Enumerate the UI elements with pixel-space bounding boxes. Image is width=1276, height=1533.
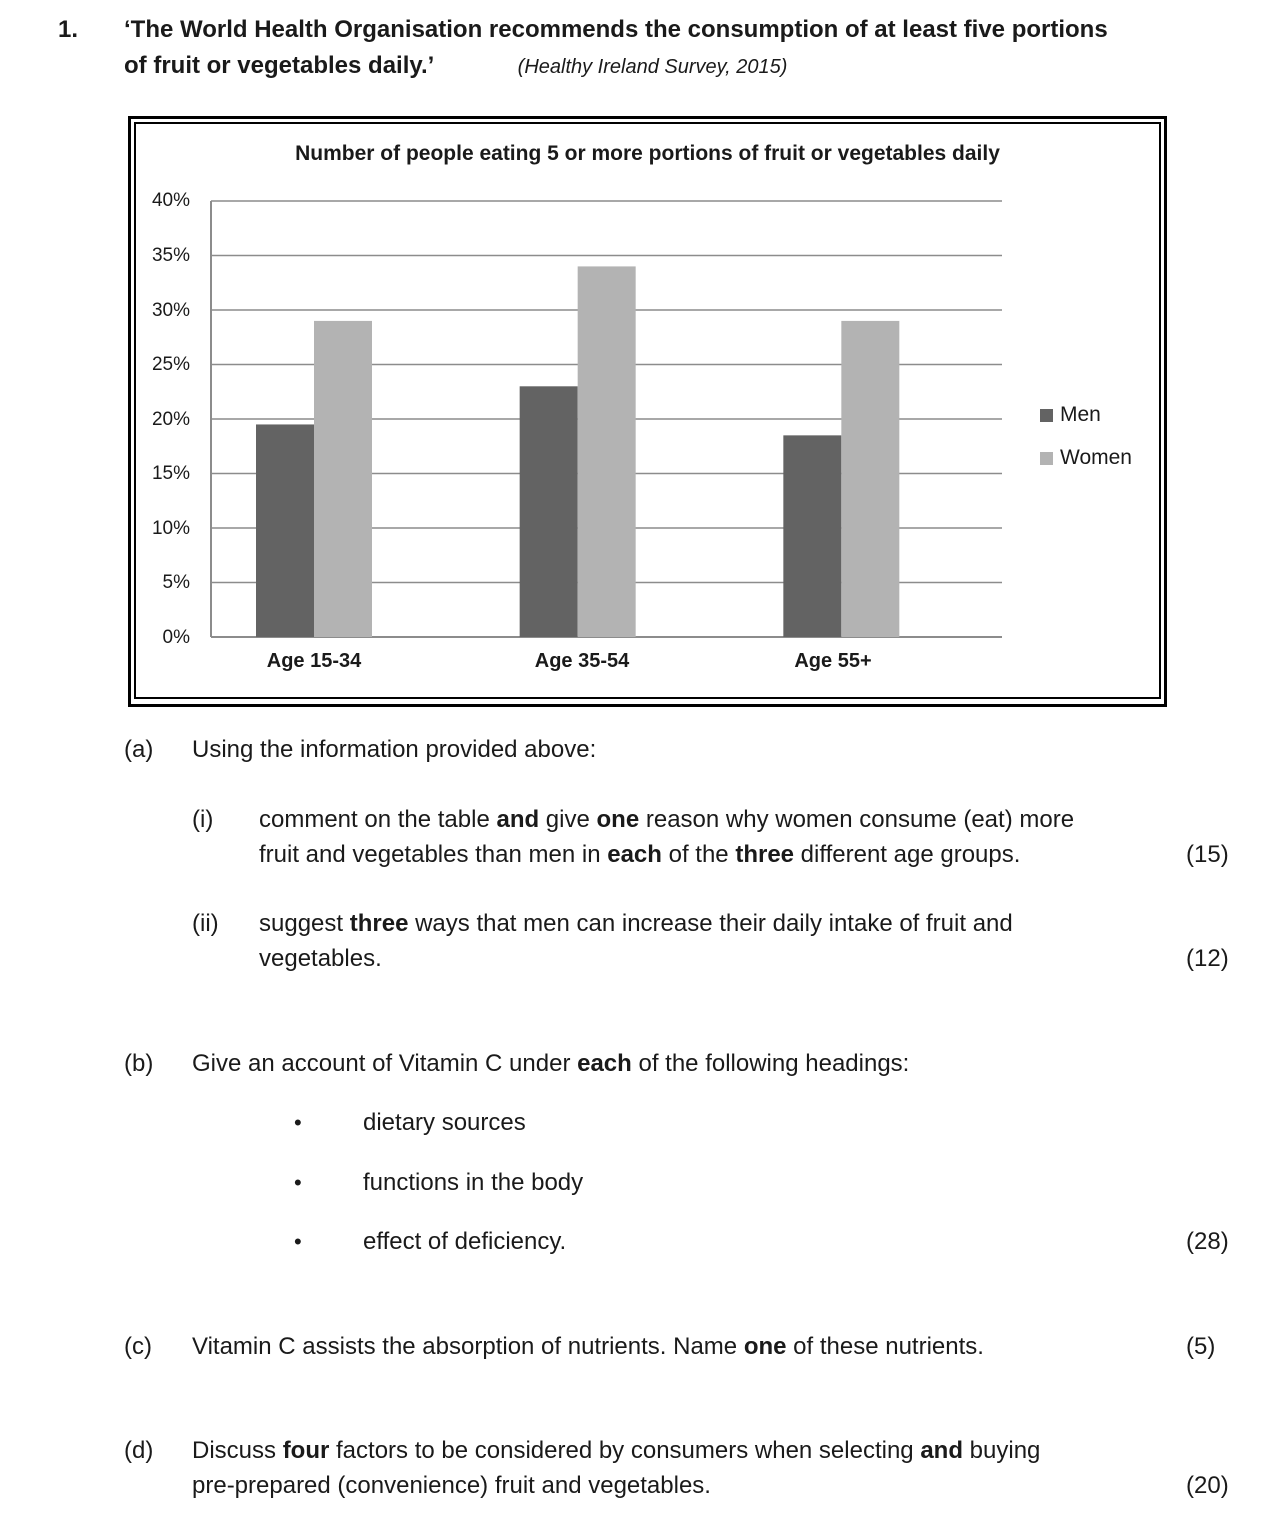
part-a-ii-marks: (12): [1186, 945, 1229, 972]
bar-men: [783, 435, 841, 637]
text-run: suggest: [259, 910, 350, 937]
bar-chart-plot: [0, 0, 1276, 720]
bold-run: each: [577, 1050, 632, 1077]
bar-women: [841, 321, 899, 637]
part-a-i-line-1: [259, 806, 1074, 834]
source-close: ): [780, 56, 788, 78]
bullet-item: functions in the body: [363, 1169, 584, 1196]
question-quote-line-1: ‘The World Health Organisation recommends the consumption of at least five portions: [124, 16, 1108, 43]
bold-run: one: [743, 1333, 787, 1360]
x-category-label: Age 15-34: [266, 650, 362, 672]
y-tick-label: 0%: [162, 627, 190, 648]
text-run: different age groups.: [794, 841, 1021, 868]
text-run: give: [539, 806, 597, 833]
text-run: Vitamin C assists the absorption of nutrients. Name: [192, 1333, 744, 1360]
text-run: of the following headings:: [631, 1050, 910, 1077]
chart-title: Number of people eating 5 or more portions of fruit or vegetables daily: [295, 142, 1000, 165]
legend-label-women: Women: [1060, 446, 1132, 469]
part-a-intro: Using the information provided above:: [192, 736, 597, 763]
text-run: comment on the table: [259, 806, 497, 833]
text-run: Give an account of Vitamin C under: [192, 1050, 578, 1077]
part-d-line-1: [192, 1437, 1040, 1465]
bullet-item: dietary sources: [363, 1109, 526, 1136]
y-tick-label: 35%: [151, 245, 190, 266]
legend-label-men: Men: [1060, 403, 1101, 426]
part-a-ii-label: (ii): [192, 910, 219, 937]
bullet-item: effect of deficiency.: [363, 1228, 567, 1255]
source-text: Healthy Ireland Survey, 2015: [524, 56, 781, 78]
bar-women: [578, 266, 636, 637]
bar-men: [256, 424, 314, 637]
y-tick-label: 15%: [151, 463, 190, 484]
legend-swatch-men: [1040, 409, 1053, 422]
y-tick-label: 30%: [151, 300, 190, 321]
y-tick-label: 10%: [151, 518, 190, 539]
part-d-line-2: pre-prepared (convenience) fruit and vegetables.: [192, 1472, 711, 1499]
source-open: (: [517, 56, 525, 78]
y-tick-label: 25%: [151, 354, 190, 375]
part-d-marks: (20): [1186, 1472, 1229, 1499]
bold-run: three: [735, 841, 795, 868]
part-a-ii-line-2: vegetables.: [259, 945, 382, 972]
legend-item-women: [1040, 446, 1132, 470]
bar-women: [314, 321, 372, 637]
legend-item-men: [1040, 403, 1101, 427]
part-a-label: (a): [124, 736, 154, 763]
y-tick-label: 40%: [151, 190, 190, 211]
bold-run: four: [282, 1437, 330, 1464]
text-run: of the: [661, 841, 736, 868]
text-run: reason why women consume (eat) more: [639, 806, 1075, 833]
bullet-icon: •: [294, 1110, 302, 1135]
text-run: buying: [963, 1437, 1041, 1464]
bullet-icon: •: [294, 1229, 302, 1254]
quote-line-2-text: of fruit or vegetables daily.’: [124, 52, 433, 79]
text-run: Discuss: [192, 1437, 283, 1464]
part-d-label: (d): [124, 1437, 154, 1464]
text-run: fruit and vegetables than men in: [259, 841, 608, 868]
bold-run: and: [920, 1437, 963, 1464]
part-a-i-line-2: [259, 841, 1020, 869]
part-c-text: [192, 1333, 984, 1361]
y-tick-label: 5%: [162, 572, 190, 593]
bullet-icon: •: [294, 1170, 302, 1195]
bold-run: each: [607, 841, 662, 868]
y-tick-label: 20%: [151, 409, 190, 430]
text-run: of these nutrients.: [786, 1333, 984, 1360]
text-run: ways that men can increase their daily intake of fruit and: [408, 910, 1013, 937]
x-category-label: Age 35-54: [534, 650, 630, 672]
x-category-label: Age 55+: [794, 650, 872, 672]
part-b-marks: (28): [1186, 1228, 1229, 1255]
bar-men: [520, 386, 578, 637]
part-c-marks: (5): [1186, 1333, 1216, 1360]
bold-run: one: [596, 806, 640, 833]
bold-run: and: [496, 806, 540, 833]
part-b-label: (b): [124, 1050, 154, 1077]
part-a-i-marks: (15): [1186, 841, 1229, 868]
part-a-ii-line-1: [259, 910, 1013, 938]
bold-run: three: [349, 910, 409, 937]
question-number: 1.: [58, 16, 79, 43]
part-c-label: (c): [124, 1333, 152, 1360]
text-run: factors to be considered by consumers when selecting: [329, 1437, 921, 1464]
legend-swatch-women: [1040, 452, 1053, 465]
part-b-text: [192, 1050, 909, 1078]
part-a-i-label: (i): [192, 806, 214, 833]
